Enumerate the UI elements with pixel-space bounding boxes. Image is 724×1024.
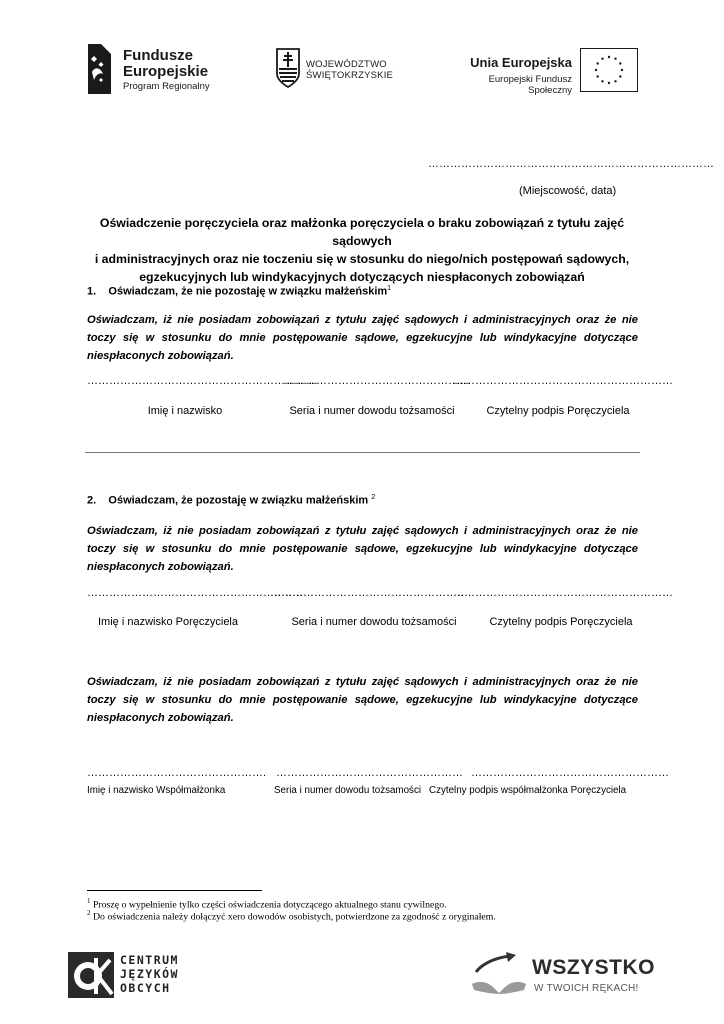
section1-id-label: Seria i numer dowodu tożsamości — [289, 405, 455, 417]
section2-id-label: Seria i numer dowodu tożsamości — [291, 616, 457, 628]
cjo-logo-line1: CENTRUM — [120, 953, 179, 967]
wszystko-w-twoich-rekach-logo — [470, 948, 655, 1004]
coat-of-arms-icon — [276, 48, 300, 88]
section2-signature-dotted-line: …………………………………………………… — [453, 587, 673, 599]
fe-logo-line3: Program Regionalny — [123, 81, 210, 92]
footnote-separator — [87, 890, 262, 891]
document-title — [84, 214, 640, 286]
wojewodztwo-logo — [276, 48, 396, 94]
section2-name-label: Imię i nazwisko Poręczyciela — [98, 616, 238, 628]
section2-statement-1: Oświadczam, iż nie posiadam zobowiązań z tytułu zajęć sądowych i administracyjnych oraz że nie toczy się w stosunku do mnie postępowanie sądowe, egzekucyjne lub windykacyjne dotyczące niespłaconych zobowiązań. — [87, 525, 638, 573]
fundusze-europejskie-icon — [85, 42, 113, 96]
woj-logo-line2: ŚWIĘTOKRZYSKIE — [306, 70, 394, 81]
section2-id-dotted-line: ……………………………………………… — [270, 587, 468, 599]
section2-heading — [87, 494, 375, 507]
title-line: i administracyjnych oraz nie toczeniu się w stosunku do niego/nich postępowań sądowych, — [94, 252, 630, 266]
ue-logo-subtitle: Europejski Fundusz Społeczny — [488, 74, 572, 96]
title-line: egzekucyjnych lub windykacyjnych dotyczących niespłaconych zobowiązań — [139, 270, 585, 284]
section1-signature-label: Czytelny podpis Poręczyciela — [486, 405, 630, 417]
place-date-dotted-line: …………………………………………………………………… — [428, 158, 714, 170]
wtr-logo-line1: WSZYSTKO — [532, 956, 655, 979]
woj-logo-line1: WOJEWÓDZTWO — [306, 59, 387, 70]
section1-heading-text: 1. Oświadczam, że nie pozostaję w związku małżeńskim — [87, 285, 388, 298]
eu-flag-icon — [580, 48, 638, 92]
section1-name-label: Imię i nazwisko — [147, 405, 223, 417]
section2-name-dotted-line: …………………………………………………… — [87, 587, 307, 599]
section-divider — [85, 452, 640, 453]
spouse-signature-label: Czytelny podpis współmałżonka Poręczyciela — [429, 785, 627, 796]
hands-arrow-icon — [470, 950, 528, 1000]
section1-heading — [87, 285, 391, 298]
spouse-id-dotted-line: …………………………………………… — [276, 767, 463, 779]
centrum-jezykow-obcych-logo — [66, 950, 186, 1002]
section1-signature-dotted-line: …………………………………………………… — [453, 375, 673, 387]
section1-id-dotted-line: …………………………………………… — [283, 375, 470, 387]
unia-europejska-logo — [444, 48, 640, 94]
section1-name-dotted-line: ……………………………………………………… — [87, 375, 318, 387]
footnote-ref-2: 2 — [371, 494, 376, 501]
spouse-id-label: Seria i numer dowodu tożsamości — [274, 785, 422, 796]
footnote-1-number: 1 — [87, 897, 91, 905]
spouse-name-label: Imię i nazwisko Współmałżonka — [87, 785, 226, 796]
fe-logo-line1: Fundusze — [123, 47, 193, 64]
title-line: Oświadczenie poręczyciela oraz małżonka poręczyciela o braku zobowiązań z tytułu zajęć sądowych — [99, 216, 625, 248]
ue-logo-title: Unia Europejska — [470, 55, 572, 70]
fe-logo-line2: Europejskie — [123, 63, 209, 80]
fundusze-europejskie-logo — [85, 42, 225, 98]
section2-statement-2: Oświadczam, iż nie posiadam zobowiązań z tytułu zajęć sądowych i administracyjnych oraz że nie toczy się w stosunku do mnie postępowanie sądowe, egzekucyjne lub windykacyjne dotyczące niespłaconych zobowiązań. — [87, 676, 638, 724]
cjo-logo-line2: JĘZYKÓW — [120, 967, 179, 981]
section2-signature-label: Czytelny podpis Poręczyciela — [489, 616, 633, 628]
section1-statement: Oświadczam, iż nie posiadam zobowiązań z tytułu zajęć sądowych i administracyjnych oraz że nie toczy się w stosunku do mnie postępowanie sądowe, egzekucyjne lub windykacyjne dotyczące niespłaconych zobowiązań. — [87, 314, 638, 362]
place-date-label: (Miejscowość, data) — [519, 185, 617, 197]
footnote-2 — [87, 907, 496, 923]
footnote-1-text: Proszę o wypełnienie tylko części oświadczenia dotyczącego aktualnego stanu cywilnego. — [90, 899, 447, 911]
cjo-logo-line3: OBCYCH — [120, 981, 171, 995]
footnote-2-text: Do oświadczenia należy dołączyć xero dowodów osobistych, potwierdzone za zgodność z oryginałem. — [90, 911, 496, 923]
footnote-ref-1: 1 — [387, 285, 392, 292]
wtr-logo-line2: W TWOICH RĘKACH! — [534, 983, 639, 994]
cjo-emblem-icon — [66, 950, 116, 1000]
footnote-2-number: 2 — [87, 909, 91, 917]
spouse-signature-dotted-line: ……………………………………………… — [471, 767, 669, 779]
spouse-name-dotted-line: …………………………………………. — [87, 767, 267, 779]
section2-heading-text: 2. Oświadczam, że pozostaję w związku małżeńskim — [87, 494, 369, 507]
